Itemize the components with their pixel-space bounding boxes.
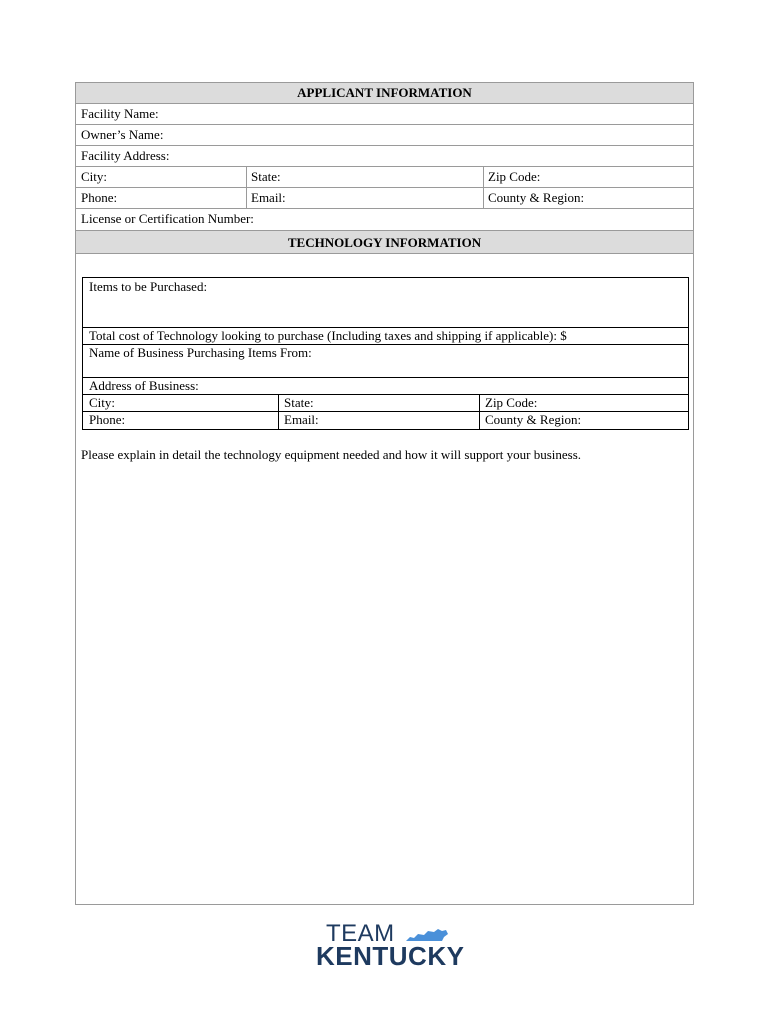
facility-address-label: Facility Address: [81,148,170,163]
team-kentucky-logo [316,920,465,971]
logo-kentucky-text: KENTUCKY [316,941,465,971]
business-name-label: Name of Business Purchasing Items From: [89,345,312,360]
technology-heading-text: TECHNOLOGY INFORMATION [287,235,482,250]
business-address-field[interactable] [83,378,688,395]
total-cost-label: Total cost of Technology looking to purchase (Including taxes and shipping if applicable): $ [89,328,567,343]
facility-name-label: Facility Name: [81,106,159,121]
logo-team-text: TEAM [326,920,395,947]
items-field[interactable] [83,278,688,328]
license-field[interactable] [76,209,693,231]
owner-name-label: Owner’s Name: [81,127,164,142]
facility-address-field[interactable] [76,146,693,167]
zip-label: Zip Code: [488,169,541,184]
phone-email-county-row [76,188,693,209]
business-address-label: Address of Business: [89,378,199,393]
form-frame [75,82,694,905]
county-label: County & Region: [488,190,585,205]
business-county-label: County & Region: [485,412,582,427]
business-email-label: Email: [284,412,319,427]
city-label: City: [81,169,108,184]
business-phone-email-county-row [83,412,688,429]
business-city-label: City: [89,395,116,410]
items-label: Items to be Purchased: [89,279,208,294]
technology-heading [76,231,693,254]
business-state-label: State: [284,395,314,410]
business-zip-label: Zip Code: [485,395,538,410]
email-label: Email: [251,190,286,205]
license-label: License or Certification Number: [81,211,254,226]
business-city-state-zip-row [83,395,688,412]
explain-prompt: Please explain in detail the technology equipment needed and how it will support your business. [81,447,582,462]
business-phone-label: Phone: [89,412,126,427]
phone-label: Phone: [81,190,118,205]
business-name-field[interactable] [83,345,688,378]
applicant-heading [76,83,693,104]
city-state-zip-row [76,167,693,188]
total-cost-field[interactable] [83,328,688,345]
technology-table [82,277,689,430]
owner-name-field[interactable] [76,125,693,146]
state-label: State: [251,169,281,184]
applicant-heading-text: APPLICANT INFORMATION [297,85,472,100]
facility-name-field[interactable] [76,104,693,125]
